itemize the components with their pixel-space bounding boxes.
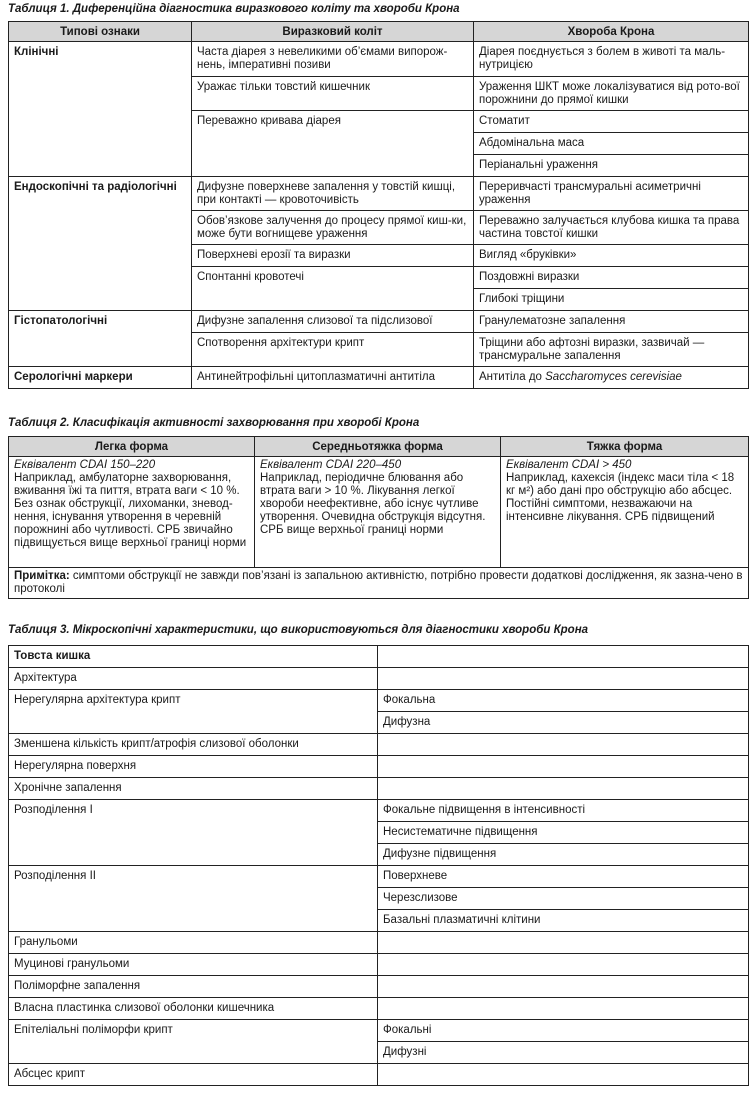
table3-subtype: Базальні плазматичні клітини	[378, 910, 749, 932]
cdai-equivalent: Еквівалент CDAI 220–450	[260, 459, 402, 471]
note-label: Примітка:	[14, 570, 70, 582]
table3-feature: Розподілення I	[9, 800, 378, 866]
form-description: Наприклад, кахексія (індекс маси тіла < 18 кг м²) або дані про обструкцію або абсцес. Постійні симптоми, незважаючи на інтенсивне лікування. СРБ підвищений	[506, 472, 735, 523]
table3-feature: Нерегулярна архітектура крипт	[9, 690, 378, 734]
table3-subtype	[378, 954, 749, 976]
table3-subtype: Дифузна	[378, 712, 749, 734]
table2	[8, 436, 749, 599]
cdai-equivalent: Еквівалент CDAI > 450	[506, 459, 632, 471]
table-row	[9, 932, 749, 954]
table3-subtype	[378, 756, 749, 778]
table1-uc-cell: Часта діарея з невеликими об’ємами випорож-нень, імперативні позиви	[192, 42, 474, 77]
table3-subtype	[378, 1064, 749, 1086]
table3-subtype: Черезслизове	[378, 888, 749, 910]
table1-crohn-cell: Антитіла до Saccharomyces cerevisiae	[474, 367, 749, 389]
table1-uc-cell: Обов’язкове залучення до процесу прямої киш-ки, може бути вогнищеве ураження	[192, 211, 474, 245]
table1-crohn-cell: Поздовжні виразки	[474, 267, 749, 289]
table1-crohn-cell: Переривчасті трансмуральні асиметричні ураження	[474, 177, 749, 211]
table-row	[9, 457, 749, 568]
table3-subtype: Поверхневе	[378, 866, 749, 888]
species-name: Saccharomyces cerevisiae	[545, 371, 682, 383]
table3-subtype: Фокальна	[378, 690, 749, 712]
table1-header-cell: Хвороба Крона	[474, 22, 749, 42]
table1-group-label: Гістопатологічні	[9, 311, 192, 367]
table2-header-cell: Тяжка форма	[501, 437, 749, 457]
table3-subtype	[378, 998, 749, 1020]
table2-header-cell: Середньотяжка форма	[255, 437, 501, 457]
table-row	[9, 1020, 749, 1042]
table1-header-cell: Виразковий коліт	[192, 22, 474, 42]
table-row	[9, 177, 749, 211]
table3-feature: Архітектура	[9, 668, 378, 690]
table1-uc-cell: Дифузне запалення слизової та підслизової	[192, 311, 474, 333]
table1-group-label: Клінічні	[9, 42, 192, 177]
table2-cell	[255, 457, 501, 568]
table3-feature: Розподілення II	[9, 866, 378, 932]
table2-note	[9, 568, 749, 599]
table3-subtype: Фокальні	[378, 1020, 749, 1042]
table-row	[9, 976, 749, 998]
table1-crohn-cell: Періанальні ураження	[474, 155, 749, 177]
table-row	[9, 800, 749, 822]
table3-feature: Муцинові гранульоми	[9, 954, 378, 976]
table-row	[9, 1064, 749, 1086]
table1-group-label: Ендоскопічні та радіологічні	[9, 177, 192, 311]
table-row	[9, 756, 749, 778]
table-row	[9, 367, 749, 389]
table1-crohn-cell: Глибокі тріщини	[474, 289, 749, 311]
table3-subtype	[378, 976, 749, 998]
form-description: Наприклад, періодичне блювання або втрата ваги > 10 %. Лікування легкої хвороби неефективне, або існує чутливе утворення. Очевидна обструкція відсутня. СРБ вище верхньої границі норми	[260, 472, 486, 536]
table1-uc-cell: Уражає тільки товстий кишечник	[192, 77, 474, 111]
table3-feature: Хронічне запалення	[9, 778, 378, 800]
table2-header-cell: Легка форма	[9, 437, 255, 457]
table-row	[9, 568, 749, 599]
table1-crohn-cell: Абдомінальна маса	[474, 133, 749, 155]
table3-feature: Абсцес крипт	[9, 1064, 378, 1086]
table1-caption: Таблиця 1. Диференційна діагностика виразкового коліту та хвороби Крона	[8, 3, 460, 15]
table1-crohn-cell: Діарея поєднується з болем в животі та маль-нутрицією	[474, 42, 749, 77]
table1	[8, 21, 749, 389]
table2-caption: Таблиця 2. Класифікація активності захворювання при хворобі Крона	[8, 417, 420, 429]
table-row	[9, 954, 749, 976]
table1-crohn-cell: Гранулематозне запалення	[474, 311, 749, 333]
table-row	[9, 778, 749, 800]
table1-crohn-cell: Ураження ШКТ може локалізуватися від рото-вої порожнини до прямої кишки	[474, 77, 749, 111]
table3-feature: Епітеліальні поліморфи крипт	[9, 1020, 378, 1064]
table3-subtype: Дифузне підвищення	[378, 844, 749, 866]
note-text: симптоми обструкції не завжди пов’язані із запальною активністю, потрібно провести додаткові дослідження, як зазна-чено в протоколі	[14, 570, 743, 595]
table3-subtype	[378, 668, 749, 690]
table3-caption: Таблиця 3. Мікроскопічні характеристики, що використовуються для діагностики хвороби Крона	[8, 624, 589, 636]
table1-uc-cell: Дифузне поверхневе запалення у товстій кишці, при контакті — кровоточивість	[192, 177, 474, 211]
table3-subtype	[378, 932, 749, 954]
table3-header: Товста кишка	[9, 646, 378, 668]
table1-uc-cell: Антинейтрофільні цитоплазматичні антитіла	[192, 367, 474, 389]
table-row	[9, 998, 749, 1020]
table1-crohn-cell: Стоматит	[474, 111, 749, 133]
table-row	[9, 646, 749, 668]
table3-feature: Нерегулярна поверхня	[9, 756, 378, 778]
table1-header-cell: Типові ознаки	[9, 22, 192, 42]
table-row	[9, 311, 749, 333]
table-row	[9, 668, 749, 690]
table-row	[9, 866, 749, 888]
table3-subtype: Дифузні	[378, 1042, 749, 1064]
table2-cell	[9, 457, 255, 568]
table-row	[9, 734, 749, 756]
table2-cell	[501, 457, 749, 568]
table1-uc-cell: Поверхневі ерозії та виразки	[192, 245, 474, 267]
table1-crohn-cell: Переважно залучається клубова кишка та права частина товстої кишки	[474, 211, 749, 245]
table3-header-empty	[378, 646, 749, 668]
table3-subtype	[378, 778, 749, 800]
table3	[8, 645, 749, 1086]
table3-feature: Гранульоми	[9, 932, 378, 954]
table1-uc-cell: Спотворення архітектури крипт	[192, 333, 474, 367]
cdai-equivalent: Еквівалент CDAI 150–220	[14, 459, 156, 471]
table1-crohn-cell: Тріщини або афтозні виразки, зазвичай — трансмуральне запалення	[474, 333, 749, 367]
table3-subtype: Несистематичне підвищення	[378, 822, 749, 844]
table3-subtype	[378, 734, 749, 756]
table3-subtype: Фокальне підвищення в інтенсивності	[378, 800, 749, 822]
table-row	[9, 690, 749, 712]
table3-feature: Власна пластинка слизової оболонки кишечника	[9, 998, 378, 1020]
table1-uc-cell: Переважно кривава діарея	[192, 111, 474, 177]
table1-uc-cell: Спонтанні кровотечі	[192, 267, 474, 311]
table-row	[9, 42, 749, 77]
form-description: Наприклад, амбулаторне захворювання, вживання їжі та пиття, втрата ваги < 10 %. Без ознак обструкції, лихоманки, зневод-нення, існування утворення в черевній порожнині або чутливості. СРБ звичайно підвищується вище верхньої границі норми	[14, 472, 247, 549]
table1-group-label: Серологічні маркери	[9, 367, 192, 389]
table1-crohn-cell: Вигляд «бруківки»	[474, 245, 749, 267]
table3-feature: Зменшена кількість крипт/атрофія слизової оболонки	[9, 734, 378, 756]
table3-feature: Поліморфне запалення	[9, 976, 378, 998]
